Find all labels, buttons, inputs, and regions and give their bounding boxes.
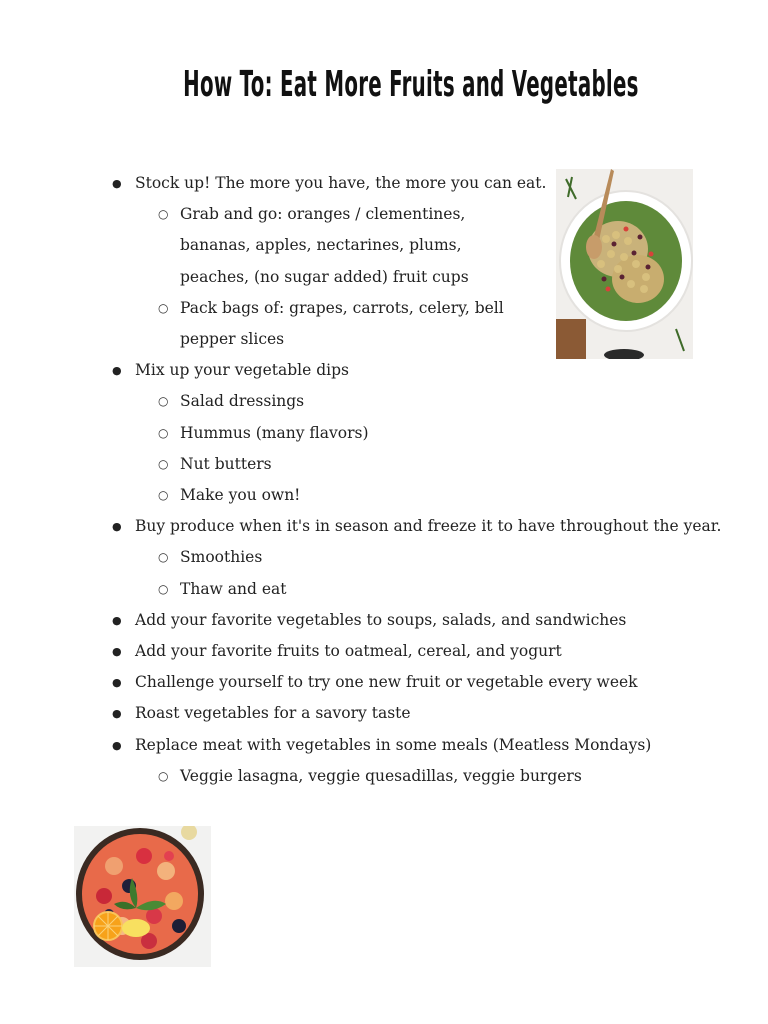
- bullet-icon: ●: [112, 520, 122, 534]
- sub-item-hummus: [110, 418, 680, 449]
- sub-item-text: Veggie lasagna, veggie quesadillas, veggie burgers: [180, 766, 582, 785]
- list-item-roast: [110, 698, 680, 729]
- list-item-dips: [110, 355, 680, 386]
- sub-item-text: Salad dressings: [180, 392, 305, 411]
- bullet-icon: ●: [112, 613, 122, 627]
- list-item-fruits-oatmeal: [110, 636, 680, 667]
- sub-item-text: Make you own!: [180, 486, 301, 505]
- list-item-text: Roast vegetables for a savory taste: [135, 704, 411, 723]
- hollow-bullet-icon: ○: [158, 300, 169, 315]
- list-item-text: Stock up! The more you have, the more you can eat.: [135, 174, 547, 192]
- sub-item-smoothies: [110, 542, 680, 573]
- list-item-text: Replace meat with vegetables in some meals (Meatless Mondays): [135, 735, 652, 754]
- sub-item-nut-butters: [110, 449, 680, 480]
- page-title: How To: Eat More Fruits and Vegetables: [183, 64, 639, 105]
- list-item-soups-salads: [110, 605, 680, 636]
- list-item-text: Buy produce when it's in season and freeze it to have throughout the year.: [135, 517, 722, 536]
- bullet-icon: ●: [112, 177, 122, 190]
- sub-item-text: Pack bags of: grapes, carrots, celery, bell pepper slices: [180, 298, 504, 349]
- bullet-icon: ●: [112, 645, 122, 659]
- sub-item-text: Grab and go: oranges / clementines, bananas, apples, nectarines, plums, peaches, (no sugar added) fruit cups: [180, 205, 469, 286]
- list-item-text: Add your favorite vegetables to soups, salads, and sandwiches: [135, 610, 627, 629]
- sub-item-pack-bags: [110, 293, 510, 355]
- sub-item-text: Smoothies: [180, 548, 263, 567]
- hollow-bullet-icon: ○: [158, 581, 169, 596]
- list-item-meatless: [110, 730, 680, 761]
- list-item-buy-produce: [110, 511, 722, 542]
- hollow-bullet-icon: ○: [158, 425, 169, 440]
- sub-item-salad-dressings: [110, 386, 680, 417]
- sub-item-text: Thaw and eat: [180, 579, 287, 598]
- sub-item-thaw-and-eat: [110, 574, 680, 605]
- sub-item-text: Hummus (many flavors): [180, 423, 369, 442]
- hollow-bullet-icon: ○: [158, 768, 169, 783]
- bullet-icon: ●: [112, 676, 122, 690]
- bullet-icon: ●: [112, 707, 122, 721]
- list-item-text: Mix up your vegetable dips: [135, 361, 349, 380]
- hollow-bullet-icon: ○: [158, 488, 169, 503]
- hollow-bullet-icon: ○: [158, 550, 169, 565]
- bullet-icon: ●: [112, 738, 122, 752]
- hollow-bullet-icon: ○: [158, 394, 169, 409]
- sub-item-make-your-own: [110, 480, 680, 511]
- salad-bowl-photo: [556, 169, 693, 359]
- list-item-text: Challenge yourself to try one new fruit or vegetable every week: [135, 673, 638, 692]
- bullet-icon: ●: [112, 364, 122, 378]
- list-item-challenge: [110, 667, 680, 698]
- hollow-bullet-icon: ○: [158, 207, 169, 222]
- sub-item-veggie-meals: [110, 761, 680, 792]
- hollow-bullet-icon: ○: [158, 456, 169, 471]
- list-item-text: Add your favorite fruits to oatmeal, cereal, and yogurt: [135, 642, 562, 661]
- fruit-bowl-photo: [74, 826, 211, 967]
- sub-item-grab-and-go: [110, 199, 510, 293]
- sub-item-text: Nut butters: [180, 454, 272, 473]
